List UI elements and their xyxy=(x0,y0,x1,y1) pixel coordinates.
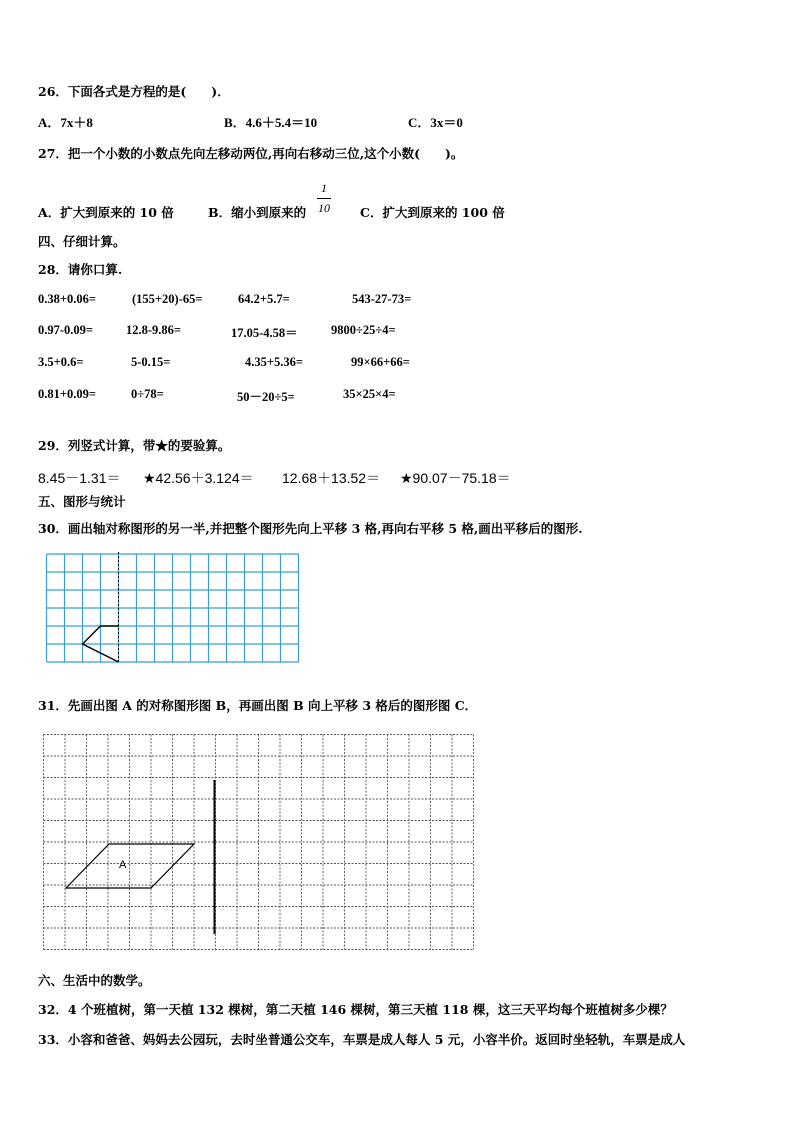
calc-item: 17.05-4.58＝ xyxy=(231,326,298,340)
calc-item: 12.8-9.86= xyxy=(126,323,182,337)
calc-item: 5-0.15= xyxy=(131,355,171,369)
calc-item: 9800÷25÷4= xyxy=(331,323,396,337)
q31-stem: 31．先画出图 A 的对称图形图 B，再画出图 B 向上平移 3 格后的图形图 C． xyxy=(38,698,478,713)
calc-item: 0.38+0.06= xyxy=(38,292,96,306)
q27-stem: 27．把一个小数的小数点先向左移动两位,再向右移动三位,这个小数( )。 xyxy=(38,146,464,161)
q29-stem: 29．列竖式计算，带★的要验算。 xyxy=(38,438,231,453)
q27-option-a: A．扩大到原来的 10 倍 xyxy=(38,205,174,220)
calc-item: 99×66+66= xyxy=(351,355,410,369)
q26-stem: 26．下面各式是方程的是( )． xyxy=(38,84,230,99)
q26-option-b: B．4.6＋5.4＝10 xyxy=(224,115,318,130)
shape-a-label: A xyxy=(119,859,127,871)
calc-item: 543-27-73= xyxy=(352,292,412,306)
section-6-heading: 六、生活中的数学。 xyxy=(38,973,151,988)
calc-item: 0.81+0.09= xyxy=(38,387,96,401)
q30-grid xyxy=(40,548,302,664)
q27-option-c: C．扩大到原来的 100 倍 xyxy=(360,205,505,220)
calc-item: 64.2+5.7= xyxy=(238,292,290,306)
q30-stem: 30．画出轴对称图形的另一半,并把整个图形先向上平移 3 格,再向右平移 5 格,画出平移后的图形. xyxy=(38,521,583,536)
vertical-calc-item: ★90.07－75.18＝ xyxy=(400,470,511,486)
q32-stem: 32．4 个班植树，第一天植 132 棵树，第二天植 146 棵树，第三天植 118 棵，这三天平均每个班植树多少棵？ xyxy=(38,1002,673,1017)
q28-stem: 28．请你口算. xyxy=(38,262,123,277)
calc-item: 0÷78= xyxy=(131,387,164,401)
fraction-denominator: 10 xyxy=(318,201,330,215)
calc-item: 3.5+0.6= xyxy=(38,355,84,369)
vertical-calc-item: 8.45－1.31＝ xyxy=(38,470,121,486)
vertical-calc-item: ★42.56＋3.124＝ xyxy=(143,470,254,486)
fraction-numerator: 1 xyxy=(321,181,327,195)
fraction-bar xyxy=(317,198,331,199)
calc-item: 4.35+5.36= xyxy=(245,355,303,369)
q26-option-c: C．3x＝0 xyxy=(408,115,463,130)
calc-item: 50－20÷5= xyxy=(237,390,295,404)
q26-option-a: A．7x＋8 xyxy=(38,115,93,130)
vertical-calc-item: 12.68＋13.52＝ xyxy=(282,470,381,486)
calc-item: (155+20)-65= xyxy=(132,292,203,306)
q33-stem: 33．小容和爸爸、妈妈去公园玩，去时坐普通公交车，车票是成人每人 5 元，小容半价。返回时坐轻轨，车票是成人 xyxy=(38,1032,686,1047)
calc-item: 0.97-0.09= xyxy=(38,323,94,337)
section-4-heading: 四、仔细计算。 xyxy=(38,234,126,249)
q31-grid xyxy=(40,730,474,958)
q27-option-b: B．缩小到原来的 xyxy=(208,205,307,220)
calc-item: 35×25×4= xyxy=(343,387,396,401)
shape-a xyxy=(66,844,194,888)
section-5-heading: 五、图形与统计 xyxy=(38,494,126,509)
